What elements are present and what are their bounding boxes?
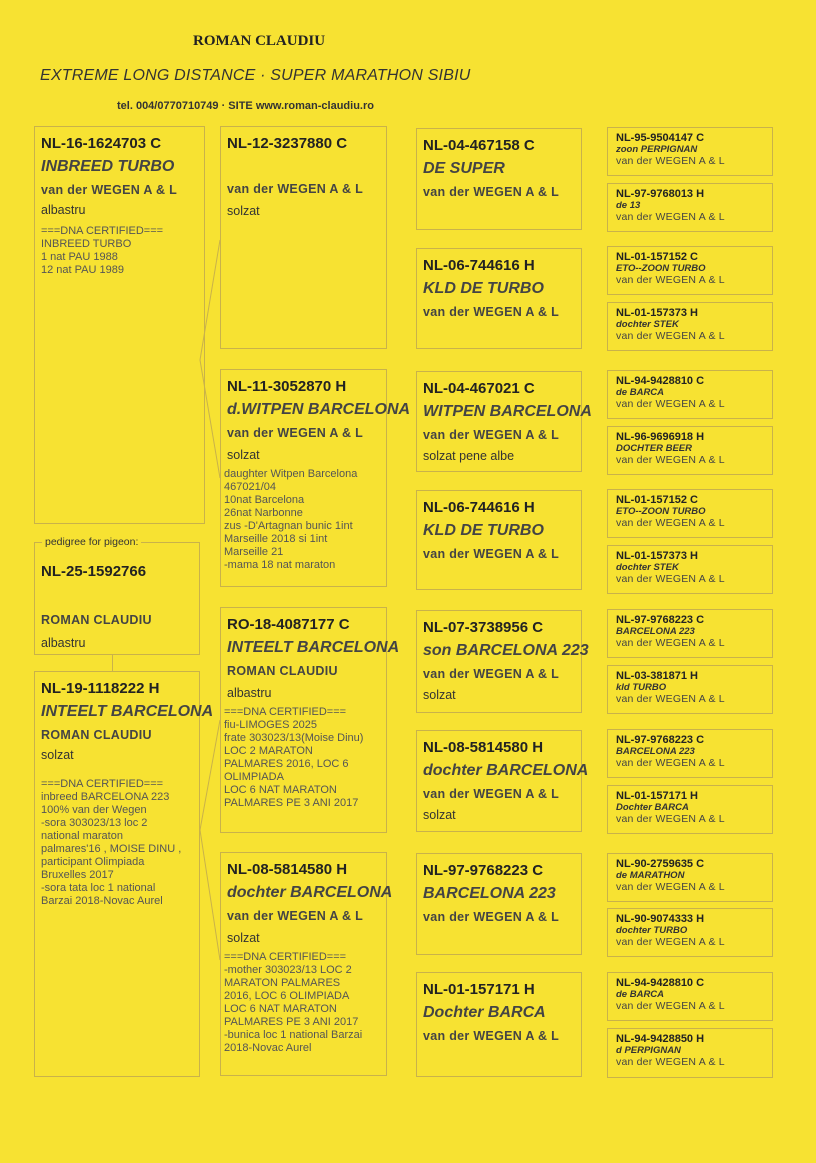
gen2-name: d.WITPEN BARCELONA	[227, 401, 411, 418]
page-title: EXTREME LONG DISTANCE · SUPER MARATHON SIBIU	[40, 67, 471, 84]
gen3-ring: NL-97-9768223 C	[423, 862, 544, 879]
gen2-color: solzat	[227, 931, 260, 945]
gen4-ring: NL-94-9428810 C	[616, 977, 705, 989]
gen4-breeder: van der WEGEN A & L	[616, 881, 725, 893]
gen3-ring: NL-07-3738956 C	[423, 619, 544, 636]
gen4-breeder: van der WEGEN A & L	[616, 936, 725, 948]
gen4-name: zoon PERPIGNAN	[616, 144, 698, 155]
dam-ring: NL-19-1118222 H	[41, 680, 160, 697]
gen3-breeder: van der WEGEN A & L	[423, 185, 560, 199]
gen4-ring: NL-01-157152 C	[616, 251, 698, 263]
gen3-name: Dochter BARCA	[423, 1004, 546, 1021]
gen2-ring: NL-12-3237880 C	[227, 135, 348, 152]
gen4-name: dochter TURBO	[616, 925, 688, 936]
sire-notes: ===DNA CERTIFIED=== INBREED TURBO 1 nat PAU 1988 12 nat PAU 1989	[41, 225, 164, 276]
gen2-color: solzat	[227, 448, 260, 462]
gen2-notes: daughter Witpen Barcelona 467021/04 10nat Barcelona 26nat Narbonne zus -D'Artagnan bunic 1int Marseille 2018 si 1int Marseille 21 -mama 18 nat maraton	[224, 468, 358, 571]
gen2-breeder: van der WEGEN A & L	[227, 426, 364, 440]
gen3-ring: NL-06-744616 H	[423, 257, 535, 274]
gen3-ring: NL-01-157171 H	[423, 981, 535, 998]
gen2-notes: ===DNA CERTIFIED=== -mother 303023/13 LOC 2 MARATON PALMARES 2016, LOC 6 OLIMPIADA LOC 6 NAT MARATON PALMARES PE 3 ANI 2017 -bunica loc 1 national Barzai 2018-Novac Aurel	[224, 951, 363, 1054]
contact-line: tel. 004/0770710749 · SITE www.roman-claudiu.ro	[117, 100, 374, 112]
gen4-name: BARCELONA 223	[616, 746, 695, 757]
gen4-breeder: van der WEGEN A & L	[616, 274, 725, 286]
gen3-name: KLD DE TURBO	[423, 280, 544, 297]
gen3-breeder: van der WEGEN A & L	[423, 667, 560, 681]
sire-breeder: van der WEGEN A & L	[41, 183, 178, 197]
gen4-breeder: van der WEGEN A & L	[616, 330, 725, 342]
gen2-ring: NL-08-5814580 H	[227, 861, 348, 878]
subject-ring: NL-25-1592766	[41, 563, 147, 580]
gen4-name: de 13	[616, 200, 641, 211]
gen3-ring: NL-04-467021 C	[423, 380, 535, 397]
gen2-color: albastru	[227, 686, 272, 700]
gen4-name: de BARCA	[616, 989, 665, 1000]
gen3-ring: NL-08-5814580 H	[423, 739, 544, 756]
gen3-breeder: van der WEGEN A & L	[423, 547, 560, 561]
gen3-name: KLD DE TURBO	[423, 522, 544, 539]
pedigree-label: pedigree for pigeon:	[42, 536, 141, 548]
gen4-name: de BARCA	[616, 387, 665, 398]
gen4-name: ETO--ZOON TURBO	[616, 506, 706, 517]
sire-color: albastru	[41, 203, 86, 217]
gen2-name: dochter BARCELONA	[227, 884, 393, 901]
gen2-breeder: van der WEGEN A & L	[227, 182, 364, 196]
gen4-breeder: van der WEGEN A & L	[616, 517, 725, 529]
sire-ring: NL-16-1624703 C	[41, 135, 162, 152]
gen4-ring: NL-96-9696918 H	[616, 431, 705, 443]
sire-name: INBREED TURBO	[41, 158, 175, 175]
gen4-name: dochter STEK	[616, 562, 679, 573]
gen4-ring: NL-97-9768223 C	[616, 734, 705, 746]
gen2-breeder: ROMAN CLAUDIU	[227, 664, 338, 678]
gen4-breeder: van der WEGEN A & L	[616, 637, 725, 649]
gen4-breeder: van der WEGEN A & L	[616, 211, 725, 223]
gen4-breeder: van der WEGEN A & L	[616, 155, 725, 167]
gen2-name: INTEELT BARCELONA	[227, 639, 400, 656]
gen4-ring: NL-03-381871 H	[616, 670, 698, 682]
gen3-breeder: van der WEGEN A & L	[423, 1029, 560, 1043]
gen4-name: d PERPIGNAN	[616, 1045, 681, 1056]
gen4-ring: NL-90-2759635 C	[616, 858, 705, 870]
gen4-ring: NL-94-9428850 H	[616, 1033, 705, 1045]
gen3-breeder: van der WEGEN A & L	[423, 787, 560, 801]
gen3-breeder: van der WEGEN A & L	[423, 305, 560, 319]
gen2-ring: RO-18-4087177 C	[227, 616, 350, 633]
gen4-ring: NL-01-157373 H	[616, 550, 698, 562]
gen3-breeder: van der WEGEN A & L	[423, 428, 560, 442]
gen4-breeder: van der WEGEN A & L	[616, 693, 725, 705]
gen4-name: Dochter BARCA	[616, 802, 689, 813]
gen4-breeder: van der WEGEN A & L	[616, 573, 725, 585]
gen4-name: kld TURBO	[616, 682, 667, 693]
gen3-color: solzat pene albe	[423, 449, 515, 463]
gen4-breeder: van der WEGEN A & L	[616, 1000, 725, 1012]
gen4-ring: NL-97-9768223 C	[616, 614, 705, 626]
dam-breeder: ROMAN CLAUDIU	[41, 728, 152, 742]
gen4-ring: NL-01-157373 H	[616, 307, 698, 319]
gen2-color: solzat	[227, 204, 260, 218]
gen4-breeder: van der WEGEN A & L	[616, 398, 725, 410]
gen4-ring: NL-01-157152 C	[616, 494, 698, 506]
gen3-name: WITPEN BARCELONA	[423, 403, 592, 420]
dam-color: solzat	[41, 748, 74, 762]
gen2-notes: ===DNA CERTIFIED=== fiu-LIMOGES 2025 frate 303023/13(Moise Dinu) LOC 2 MARATON PALMARES 2016, LOC 6 OLIMPIADA LOC 6 NAT MARATON PALMARES PE 3 ANI 2017	[224, 706, 364, 809]
gen3-breeder: van der WEGEN A & L	[423, 910, 560, 924]
gen4-name: dochter STEK	[616, 319, 679, 330]
gen2-breeder: van der WEGEN A & L	[227, 909, 364, 923]
gen4-ring: NL-97-9768013 H	[616, 188, 705, 200]
gen3-ring: NL-04-467158 C	[423, 137, 535, 154]
gen4-name: ETO--ZOON TURBO	[616, 263, 706, 274]
gen4-name: DOCHTER BEER	[616, 443, 693, 454]
dam-name: INTEELT BARCELONA	[41, 703, 214, 720]
gen3-color: solzat	[423, 808, 456, 822]
gen4-breeder: van der WEGEN A & L	[616, 757, 725, 769]
gen4-ring: NL-01-157171 H	[616, 790, 698, 802]
gen4-breeder: van der WEGEN A & L	[616, 454, 725, 466]
gen3-name: DE SUPER	[423, 160, 505, 177]
gen4-breeder: van der WEGEN A & L	[616, 1056, 725, 1068]
subject-breeder: ROMAN CLAUDIU	[41, 613, 152, 627]
gen4-ring: NL-95-9504147 C	[616, 132, 705, 144]
dam-notes: ===DNA CERTIFIED=== inbreed BARCELONA 223 100% van der Wegen -sora 303023/13 loc 2 national maraton palmares'16 , MOISE DINU , participant Olimpiada Bruxelles 2017 -sora tata loc 1 national Barzai 2018-Novac Aurel	[41, 778, 182, 907]
gen4-ring: NL-94-9428810 C	[616, 375, 705, 387]
gen3-name: dochter BARCELONA	[423, 762, 589, 779]
owner-name: ROMAN CLAUDIU	[193, 33, 326, 49]
gen3-color: solzat	[423, 688, 456, 702]
gen3-ring: NL-06-744616 H	[423, 499, 535, 516]
gen4-ring: NL-90-9074333 H	[616, 913, 705, 925]
gen4-breeder: van der WEGEN A & L	[616, 813, 725, 825]
gen4-name: BARCELONA 223	[616, 626, 695, 637]
gen2-ring: NL-11-3052870 H	[227, 378, 347, 395]
gen4-name: de MARATHON	[616, 870, 685, 881]
gen3-name: son BARCELONA 223	[423, 642, 589, 659]
gen3-name: BARCELONA 223	[423, 885, 556, 902]
subject-color: albastru	[41, 636, 86, 650]
